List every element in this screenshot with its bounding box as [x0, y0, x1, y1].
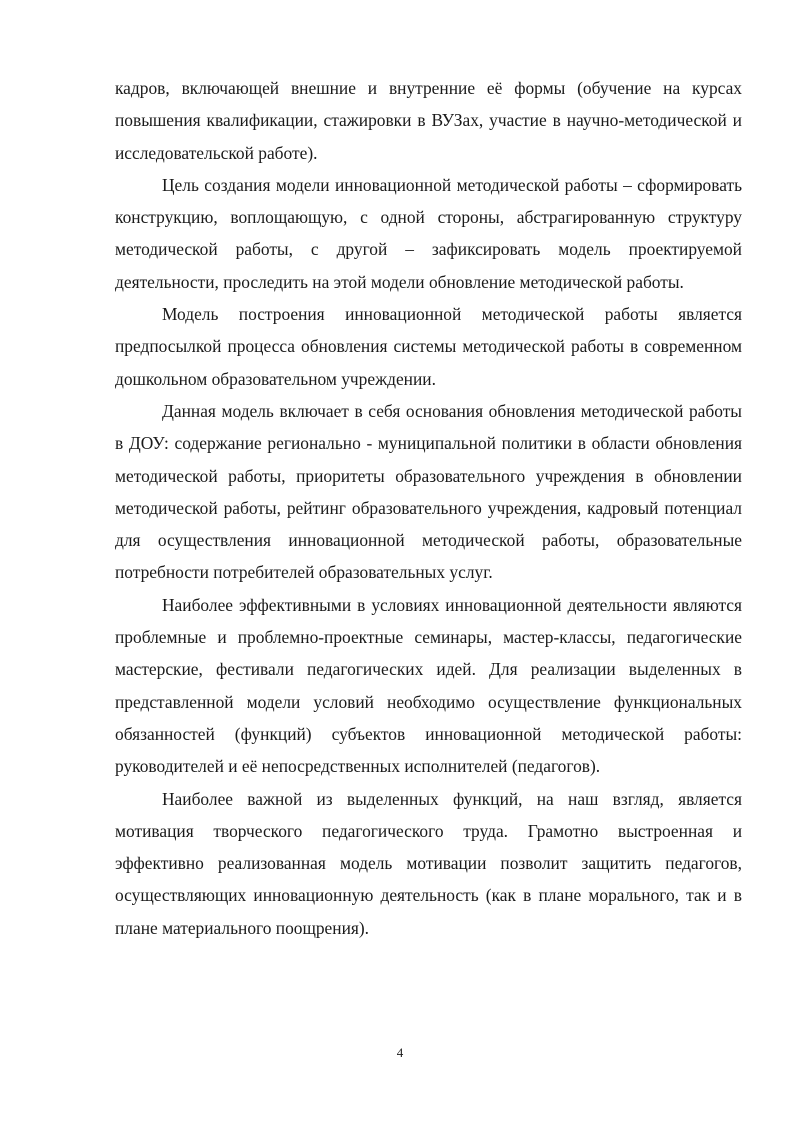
paragraph-3: Модель построения инновационной методической работы является предпосылкой процесса обновления системы методической работы в современном дошкольном образовательном учреждении.: [115, 304, 742, 389]
paragraph-5: Наиболее эффективными в условиях инновационной деятельности являются проблемные и проблемно-проектные семинары, мастер-классы, педагогические мастерские, фестивали педагогических идей. Для реализации выделенных в представленной модели условий необходимо осуществление функциональных обязанностей (функций) субъектов инновационной методической работы: руководителей и её непосредственных исполнителей (педагогов).: [115, 594, 742, 777]
paragraph-1: кадров, включающей внешние и внутренние её формы (обучение на курсах повышения квалификации, стажировки в ВУЗах, участие в научно-методической и исследовательской работе).: [115, 78, 742, 163]
paragraph-4: Данная модель включает в себя основания обновления методической работы в ДОУ: содержание регионально - муниципальной политики в области обновления методической работы, приоритеты образовательного учреждения в обновлении методической работы, рейтинг образовательного учреждения, кадровый потенциал для осуществления инновационной методической работы, образовательные потребности потребителей образовательных услуг.: [115, 400, 742, 583]
paragraph-2: Цель создания модели инновационной методической работы – сформировать конструкцию, воплощающую, с одной стороны, абстрагированную структуру методической работы, с другой – зафиксировать модель проектируемой деятельности, проследить на этой модели обновление методической работы.: [115, 174, 742, 292]
page-number: 4: [396, 1045, 404, 1060]
paragraph-6: Наиболее важной из выделенных функций, на наш взгляд, является мотивация творческого педагогического труда. Грамотно выстроенная и эффективно реализованная модель мотивации позволит защитить педагогов, осуществляющих инновационную деятельность (как в плане морального, так и в плане материального поощрения).: [115, 788, 742, 938]
document-body: [115, 72, 742, 944]
